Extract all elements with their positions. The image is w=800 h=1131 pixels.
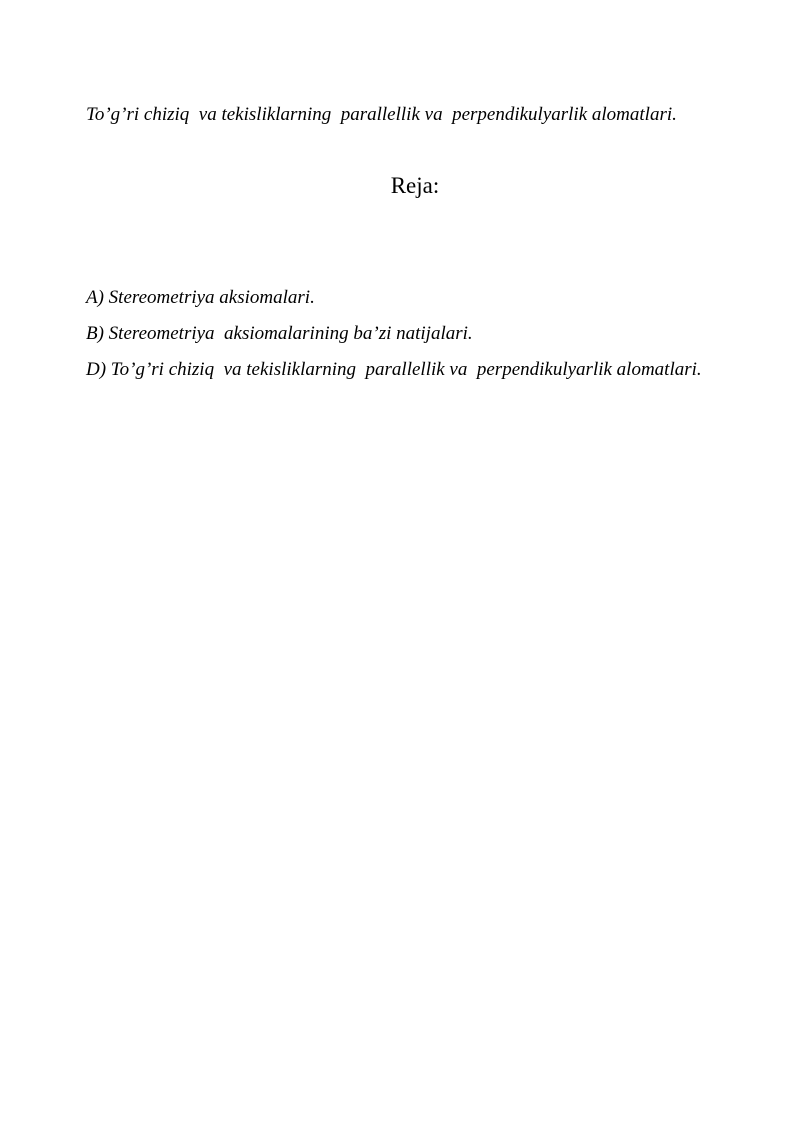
plan-list [86,280,726,388]
plan-item-a: A) Stereometriya aksiomalari. [86,287,315,308]
plan-heading: Reja: [390,173,440,198]
plan-item-d: D) To’g’ri chiziq va tekisliklarning parallellik va perpendikulyarlik alomatlari. [86,359,702,380]
plan-item-b: B) Stereometriya aksiomalarining ba’zi natijalari. [86,323,473,344]
document-title: To’g’ri chiziq va tekisliklarning parallellik va perpendikulyarlik alomatlari. [86,104,677,125]
